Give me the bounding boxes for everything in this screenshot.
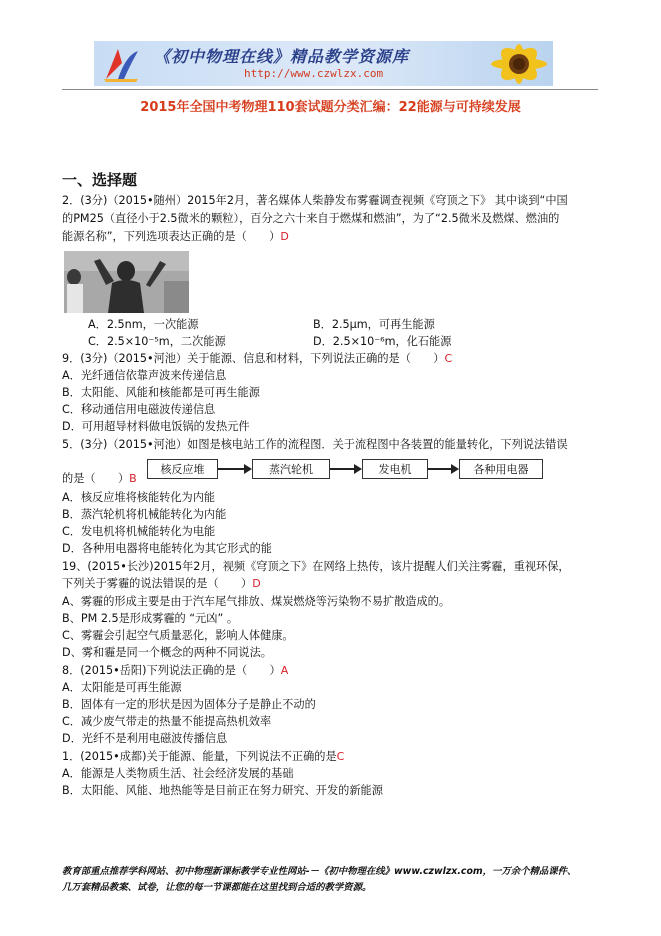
flow-arrow — [218, 468, 244, 470]
q2-option-c: C．移动通信用电磁波传递信息 — [62, 403, 216, 416]
q1-option-c: C．2.5×10⁻⁵m，二次能源 — [88, 335, 226, 348]
q4-option-d: D、雾和霾是同一个概念的两种不同说法。 — [62, 646, 272, 659]
flow-arrow — [330, 468, 354, 470]
q2-answer: C — [444, 352, 453, 365]
q3-line1: 5．(3分)（2015•河池）如图是核电站工作的流程图．关于流程图中各装置的能量转化，下列说法错误 — [62, 438, 568, 451]
q2-option-d: D．可用超导材料做电饭锅的发热元件 — [62, 420, 250, 433]
q6-option-a: A．能源是人类物质生活、社会经济发展的基础 — [62, 767, 294, 780]
q2-stem-text: 9．(3分)（2015•河池）关于能源、信息和材料，下列说法正确的是（ ） — [62, 352, 445, 365]
q4-option-c: C、雾霾会引起空气质量恶化，影响人体健康。 — [62, 629, 294, 642]
q3-option-b: B．蒸汽轮机将机械能转化为内能 — [62, 508, 227, 521]
q3-line2 — [62, 471, 137, 487]
header-banner — [94, 41, 553, 86]
q4-answer: D — [252, 577, 261, 590]
q1-line2: 的PM25（直径小于2.5微米的颗粒），百分之六十来自于燃煤和燃油”，为了“2.5微米及燃煤、燃油的 — [62, 212, 560, 225]
flow-box-appliances: 各种用电器 — [459, 459, 543, 479]
banner-title: 《初中物理在线》精品教学资源库 — [154, 47, 410, 66]
site-logo-icon — [100, 45, 142, 83]
q5-stem-text: 8．(2015•岳阳)下列说法正确的是（ ） — [62, 664, 281, 677]
q4-option-b: B、PM 2.5是形成雾霾的 “元凶” 。 — [62, 612, 239, 625]
q1-photo — [64, 251, 189, 313]
arrow-right-icon — [354, 464, 362, 474]
q1-option-d: D．2.5×10⁻⁶m，化石能源 — [313, 335, 452, 348]
q1-option-b: B．2.5μm，可再生能源 — [313, 318, 435, 331]
footer-line1: 教育部重点推荐学科网站、初中物理新课标教学专业性网站-－《初中物理在线》www.czwlzx.com，一万余个精品课件、 — [62, 866, 577, 877]
q3-stem-end: 的是（ ） — [62, 472, 130, 485]
q3-option-d: D．各种用电器将电能转化为其它形式的能 — [62, 542, 272, 555]
sunflower-icon — [489, 43, 549, 85]
flow-arrow — [428, 468, 451, 470]
flow-box-turbine: 蒸汽轮机 — [252, 459, 330, 479]
q5-answer: A — [280, 664, 289, 677]
header-divider — [62, 89, 598, 90]
document-title: 2015年全国中考物理110套试题分类汇编：22能源与可持续发展 — [140, 100, 521, 115]
q3-option-c: C．发电机将机械能转化为电能 — [62, 525, 216, 538]
q2-option-b: B．太阳能、风能和核能都是可再生能源 — [62, 386, 260, 399]
q3-option-a: A．核反应堆将核能转化为内能 — [62, 491, 216, 504]
q3-answer: B — [129, 472, 137, 485]
q5-option-c: C．减少废气带走的热量不能提高热机效率 — [62, 715, 272, 728]
q5-option-d: D．光纤不是利用电磁波传播信息 — [62, 732, 228, 745]
footer-line2: 几万套精品教案、试卷，让您的每一节课都能在这里找到合适的教学资源。 — [62, 882, 372, 893]
q2-option-a: A．光纤通信依靠声波来传递信息 — [62, 369, 227, 382]
banner-url[interactable]: http://www.czwlzx.com — [244, 67, 384, 80]
q2-stem — [62, 351, 452, 367]
q6-option-b: B．太阳能、风能、地热能等是目前正在努力研究、开发的新能源 — [62, 784, 383, 797]
q4-stem-end: 下列关于雾霾的说法错误的是（ ） — [62, 577, 253, 590]
q6-stem — [62, 749, 344, 765]
q4-option-a: A、雾霾的形成主要是由于汽车尾气排放、煤炭燃烧等污染物不易扩散造成的。 — [62, 595, 451, 608]
flow-box-reactor: 核反应堆 — [147, 459, 218, 479]
q4-line2 — [62, 576, 261, 592]
q1-option-a: A．2.5nm，一次能源 — [88, 318, 199, 331]
q6-stem-text: 1．(2015•成都)关于能源、能量，下列说法不正确的是 — [62, 750, 337, 763]
q5-option-b: B．固体有一定的形状是因为固体分子是静止不动的 — [62, 698, 316, 711]
page-footer — [62, 864, 576, 896]
arrow-right-icon — [244, 464, 252, 474]
q1-stem-end: 能源名称”，下列选项表达正确的是（ ） — [62, 230, 281, 243]
q5-stem — [62, 663, 288, 679]
section-heading: 一、选择题 — [62, 171, 138, 189]
q4-line1: 19、(2015•长沙)2015年2月，视频《穹顶之下》在网络上热传，该片提醒人们关注雾霾，重视环保， — [62, 560, 570, 573]
arrow-right-icon — [451, 464, 459, 474]
flow-box-generator: 发电机 — [362, 459, 428, 479]
q1-line3 — [62, 229, 289, 245]
q1-answer: D — [280, 230, 289, 243]
q6-answer: C — [336, 750, 345, 763]
q1-line1: 2．(3分)（2015•随州）2015年2月，著名媒体人柴静发布雾霾调查视频《穹顶之下》 其中谈到“中国 — [62, 194, 568, 207]
photo-image-icon — [64, 251, 189, 313]
q5-option-a: A．太阳能是可再生能源 — [62, 681, 182, 694]
